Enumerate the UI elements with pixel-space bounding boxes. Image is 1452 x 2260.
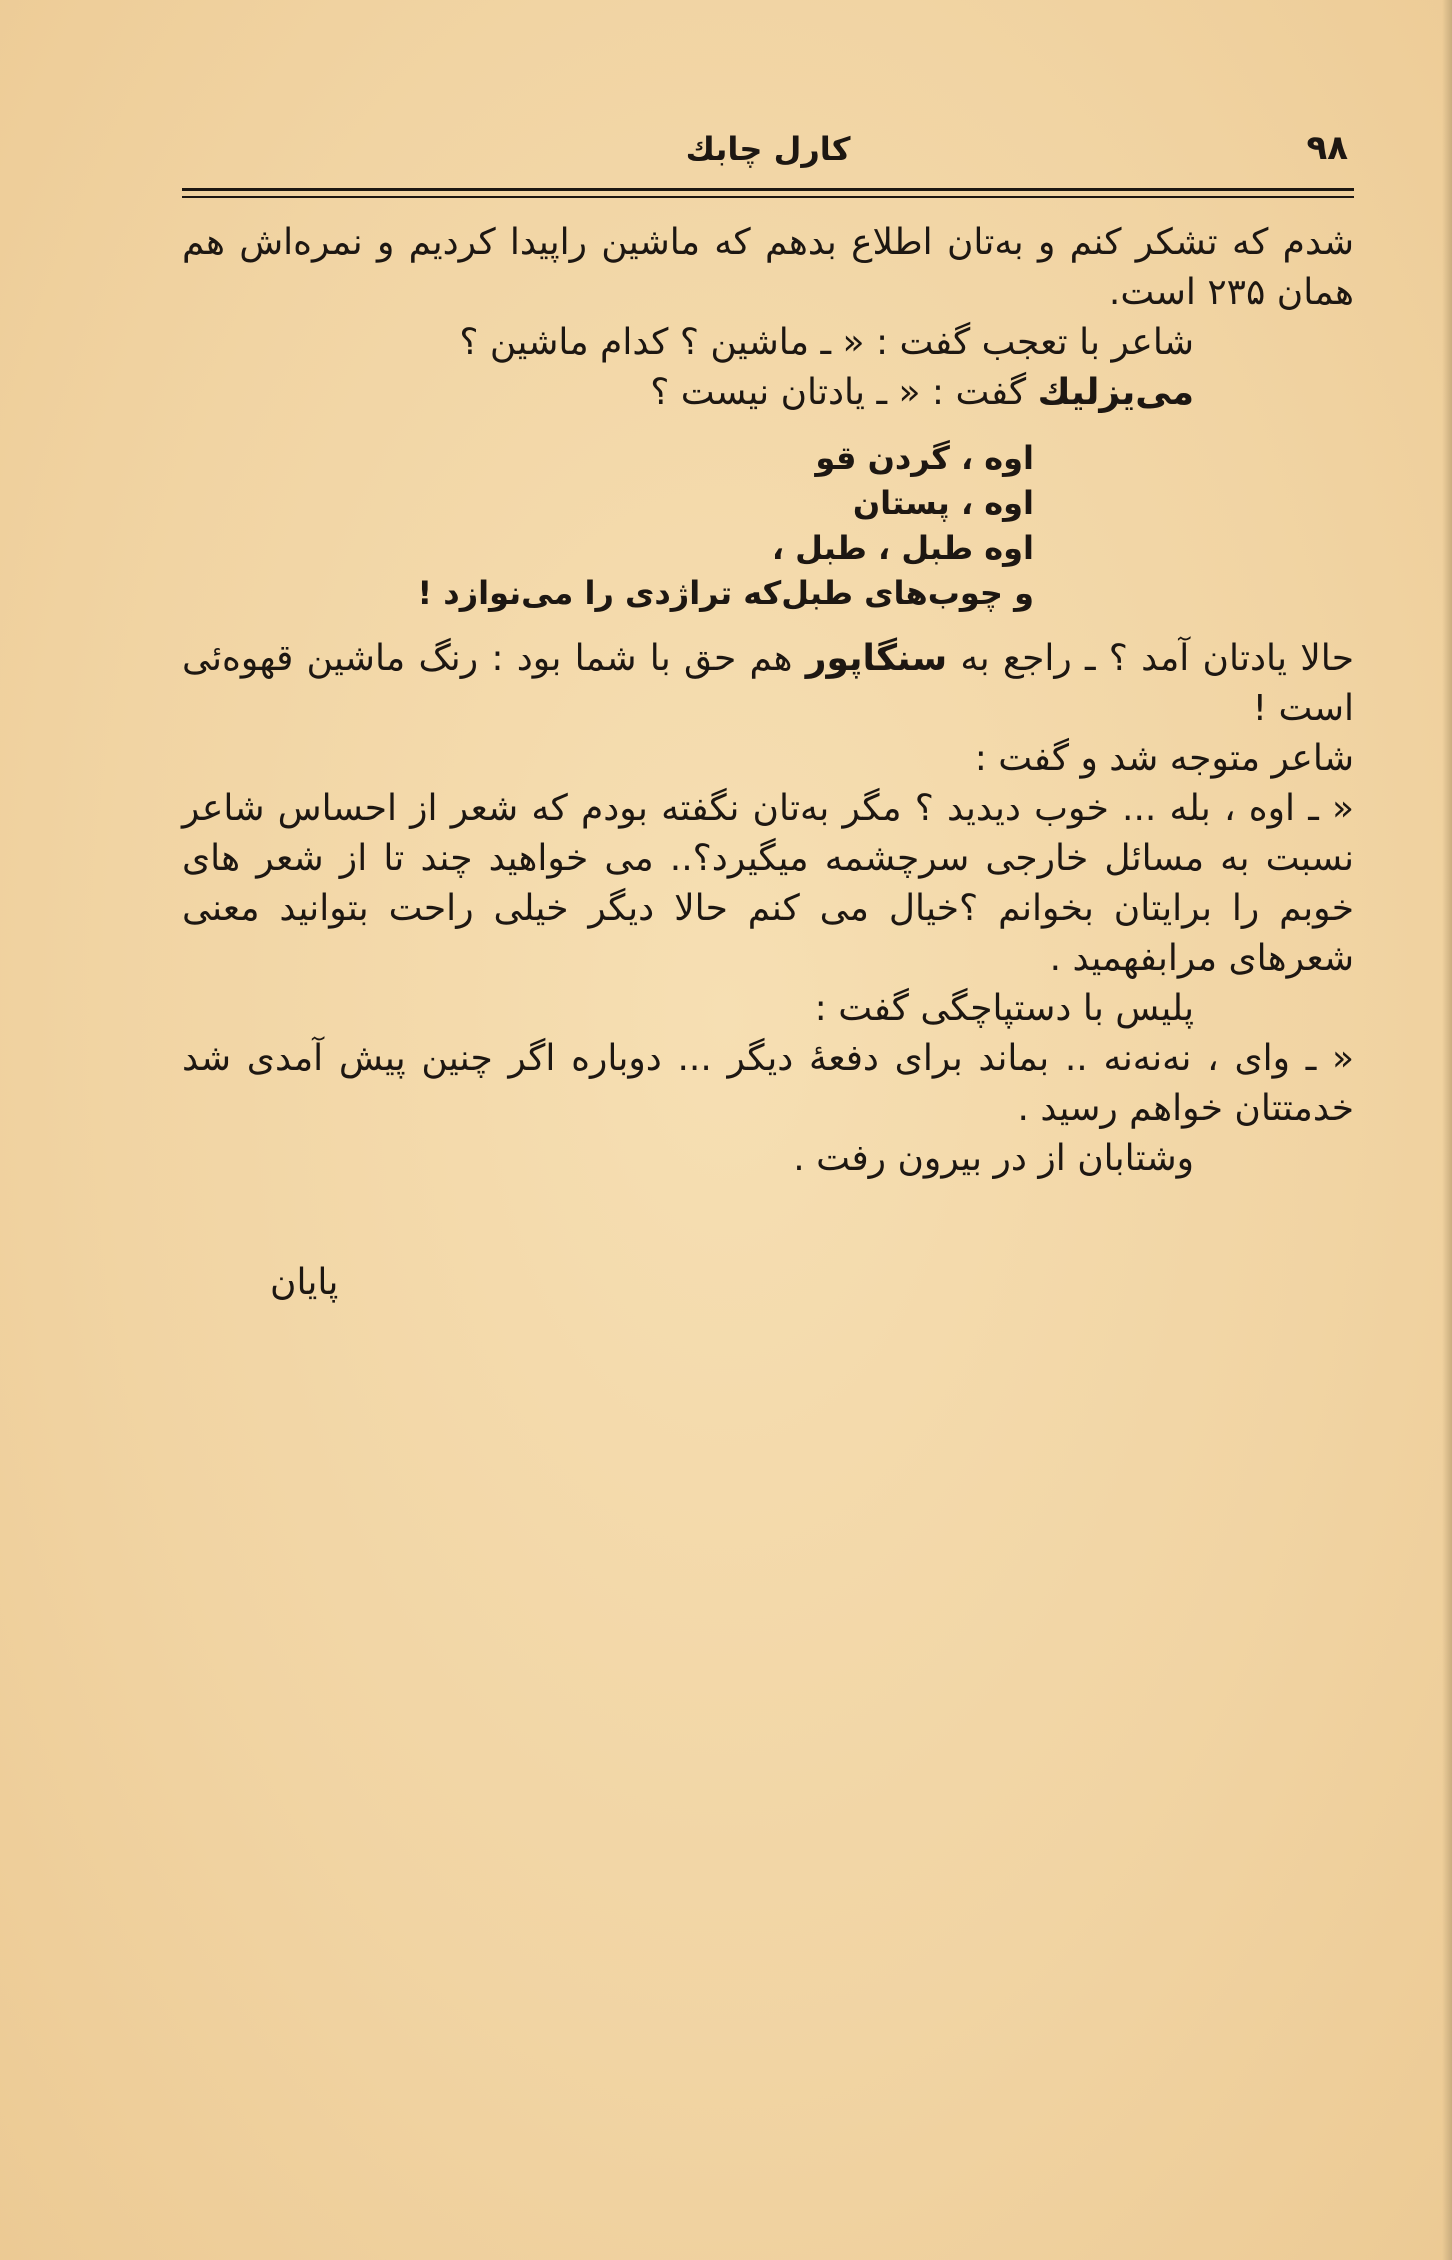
paragraph-remember [182,634,1354,734]
header-rule [182,188,1354,191]
text-segment: هم حق با شما بود : رنگ ماشین قهوه‌ئی است ! [182,638,1354,729]
body-text [182,218,1354,1184]
page-edge-shadow [1442,0,1452,2260]
paragraph-found-car: شدم که تشکر کنم و به‌تان اطلاع بدهم که ماشین راپیدا کردیم و نمره‌اش هم همان ۲۳۵ است. [182,222,1354,313]
paragraph-poet-speech: « ـ اوه ، بله ... خوب دیدید ؟ مگر به‌تان نگفته بودم که شعر از احساس شاعر نسبت به مسائل خارجی سرچشمه میگیرد؟.. می خواهید چند تا از شعر های خوبم را برایتان بخوانم ؟خیال می کنم حالا دیگر خیلی راحت بتوانید معنی شعرهای مرابفهمید . [182,788,1354,979]
page-number: ۹۸ [1306,128,1348,168]
paragraph-police-speech: « ـ وای ، نه‌نه‌نه .. بماند برای دفعهٔ دیگر ... دوباره اگر چنین پیش آمدی شد خدمتتان خواهم رسید . [182,1038,1354,1129]
poem-block [182,436,1354,616]
speaker-line: گفت : « ـ یادتان نیست ؟ [650,372,1038,413]
speaker-name: می‌یزلیك [1037,372,1194,413]
paragraph-police-says: پلیس با دستپاچگی گفت : [814,988,1194,1029]
poem-line: اوه ، گردن قو [815,439,1034,477]
paragraph-left-hurriedly: وشتابان از در بیرون رفت . [793,1138,1194,1179]
text-segment: حالا یادتان آمد ؟ ـ راجع به [947,638,1354,679]
paragraph-mizlik-says [182,368,1354,418]
place-name: سنگاپور [805,638,948,679]
poem-line: و چوب‌های طبل‌که تراژدی را می‌نوازد ! [417,574,1034,612]
paragraph-poet-surprised: شاعر با تعجب گفت : « ـ ماشین ؟ کدام ماشین ؟ [459,322,1194,363]
ending-word: پایان [270,1262,339,1303]
page-header [182,128,1354,178]
header-rule-secondary [182,196,1354,198]
paragraph-poet-noticed: شاعر متوجه شد و گفت : [974,738,1354,779]
poem-line: اوه ، پستان [852,484,1034,522]
poem-line: اوه طبل ، طبل ، [771,529,1034,567]
running-title: کارل چابك [685,130,851,168]
